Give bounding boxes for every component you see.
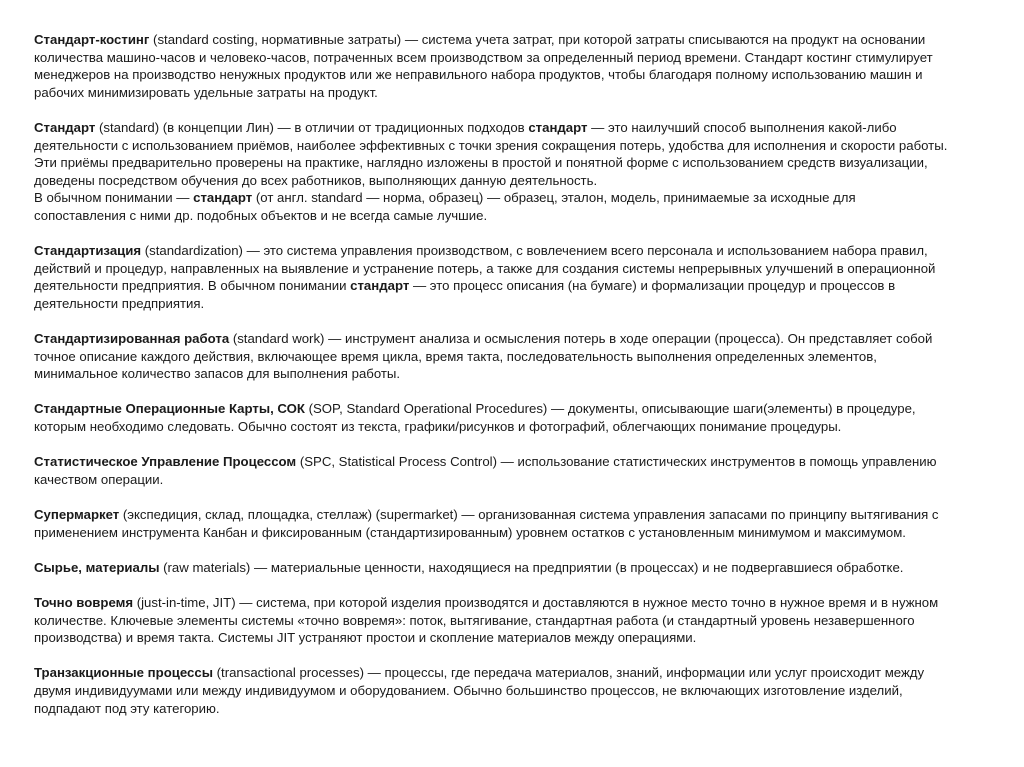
entry-line bbox=[34, 295, 994, 313]
entry-sop bbox=[34, 400, 994, 435]
entry-line bbox=[34, 682, 994, 700]
entry-line bbox=[34, 471, 994, 489]
definition-text: деятельности предприятия. В обычном понимании bbox=[34, 278, 351, 294]
entry-line bbox=[34, 506, 994, 524]
entry-line bbox=[34, 189, 994, 207]
definition-text: минимальное количество запасов для выполнения работы. bbox=[34, 366, 401, 382]
entry-standard-costing bbox=[34, 31, 994, 101]
entry-line bbox=[34, 700, 994, 718]
entry-line bbox=[34, 277, 994, 295]
entry-standard bbox=[34, 119, 994, 225]
definition-text: (transactional processes) — процессы, где передача материалов, знаний, информации или услуг происходит между bbox=[212, 665, 925, 681]
definition-text: рабочих минимизировать удельные затраты на продукт. bbox=[34, 84, 378, 100]
entry-line bbox=[34, 524, 994, 542]
definition-text: качеством операции. bbox=[34, 471, 164, 487]
entry-line bbox=[34, 49, 994, 67]
entry-line bbox=[34, 400, 994, 418]
term-text: стандарт bbox=[350, 278, 410, 294]
entry-line bbox=[34, 31, 994, 49]
definition-text: подпадают под эту категорию. bbox=[34, 700, 220, 716]
definition-text: деятельности предприятия. bbox=[34, 295, 205, 311]
entry-supermarket bbox=[34, 506, 994, 541]
definition-text: менеджеров на производство ненужных продуктов или же неправильного набора продуктов, чтобы благодаря полному использованию машин и bbox=[34, 67, 923, 83]
definition-text: действий и процедур, направленных на выявление и устранение потерь, а также для создания системы непрерывных улучшений в операционной bbox=[34, 260, 936, 276]
definition-text: (экспедиция, склад, площадка, стеллаж) (supermarket) — организованная система управления запасами по принципу вытягивания с bbox=[119, 507, 939, 523]
entry-line bbox=[34, 330, 994, 348]
entry-raw-materials bbox=[34, 559, 994, 577]
term-text: Стандартизация bbox=[34, 243, 142, 259]
definition-text: (standard work) — инструмент анализа и осмысления потерь в ходе операции (процесса). Он представляет собой bbox=[229, 331, 933, 347]
term-text: Супермаркет bbox=[34, 507, 120, 523]
term-text: Сырье, материалы bbox=[34, 559, 160, 575]
entry-line bbox=[34, 453, 994, 471]
definition-text: точное описание каждого действия, включающее время цикла, время такта, последовательность выполнения определенных элементов, bbox=[34, 348, 877, 364]
entry-line bbox=[34, 594, 994, 612]
definition-text: производства) и время такта. Системы JIT устраняют простои и скопление материалов между операциями. bbox=[34, 630, 697, 646]
entry-line bbox=[34, 260, 994, 278]
entry-line bbox=[34, 612, 994, 630]
definition-text: двумя индивидуумами или между индивидуумом и оборудованием. Обычно большинство процессов, не включающих изготовление изделий, bbox=[34, 682, 903, 698]
entry-line bbox=[34, 559, 994, 577]
term-text: Стандартизированная работа bbox=[34, 331, 230, 347]
definition-text: (от англ. standard — норма, образец) — образец, эталон, модель, принимаемые за исходные для bbox=[252, 190, 856, 206]
entry-spc bbox=[34, 453, 994, 488]
definition-text: (just-in-time, JIT) — система, при которой изделия производятся и доставляются в нужное место точно в нужное время и в нужном bbox=[133, 595, 939, 610]
entry-line bbox=[34, 664, 994, 682]
entry-line bbox=[34, 66, 994, 84]
definition-text: (standard) (в концепции Лин) — в отличии от традиционных подходов bbox=[95, 119, 529, 135]
entry-jit bbox=[34, 594, 994, 647]
entry-line bbox=[34, 154, 994, 172]
definition-text: количества машино-часов и человеко-часов, потраченных всем производством за определенный период времени. Стандарт костинг стимулирует bbox=[34, 49, 933, 65]
definition-text: деятельности с использованием приёмов, наиболее эффективных с точки зрения сокращения потерь, удобства для исполнения и скорости работы. bbox=[34, 137, 948, 153]
term-text: Статистическое Управление Процессом bbox=[34, 454, 297, 470]
entry-line bbox=[34, 242, 994, 260]
entry-transactional bbox=[34, 664, 994, 717]
definition-text: (standard costing, нормативные затраты) — система учета затрат, при которой затраты списываются на продукт на основании bbox=[149, 32, 926, 47]
term-text: стандарт bbox=[528, 119, 588, 135]
definition-text: сопоставления с ними др. подобных объектов и не всегда самые лучшие. bbox=[34, 207, 488, 223]
entry-line bbox=[34, 629, 994, 647]
definition-text: (SOP, Standard Operational Procedures) — документы, описывающие шаги(элементы) в процедуре, bbox=[304, 401, 916, 417]
definition-text: (SPC, Statistical Process Control) — использование статистических инструментов в помощь управлению bbox=[296, 454, 937, 470]
definition-text: — это процесс описания (на бумаге) и формализации процедур и процессов в bbox=[409, 278, 896, 294]
glossary-page bbox=[34, 31, 994, 735]
definition-text: доведены посредством обучения до всех работников, выполняющих данную деятельность. bbox=[34, 172, 598, 188]
definition-text: количестве. Ключевые элементы системы «точно вовремя»: поток, вытягивание, стандартная работа (и стандартный уровень незавершенного bbox=[34, 612, 915, 628]
definition-text: — это наилучший способ выполнения какой-либо bbox=[587, 119, 897, 135]
entry-line bbox=[34, 84, 994, 102]
entry-line bbox=[34, 119, 994, 137]
definition-text: Эти приёмы предварительно проверены на практике, наглядно изложены в простой и понятной форме с использованием средств визуализации, bbox=[34, 155, 928, 171]
entry-line bbox=[34, 207, 994, 225]
entry-standard-work bbox=[34, 330, 994, 383]
definition-text: применением инструмента Канбан и фиксированным (стандартизированным) уровнем остатков с установленным минимумом и максимумом. bbox=[34, 524, 906, 540]
entry-standardization bbox=[34, 242, 994, 312]
term-text: Стандарт-костинг bbox=[34, 32, 150, 47]
definition-text: которым необходимо следовать. Обычно состоят из текста, графики/рисунков и фотографий, облегчающих понимание процедуры. bbox=[34, 419, 842, 435]
entry-line bbox=[34, 137, 994, 155]
term-text: Транзакционные процессы bbox=[34, 665, 213, 681]
definition-text: В обычном понимании — bbox=[34, 190, 194, 206]
entry-line bbox=[34, 172, 994, 190]
definition-text: (standardization) — это система управления производством, с вовлечением всего персонала и использованием набора правил, bbox=[141, 243, 928, 259]
term-text: Стандартные Операционные Карты, СОК bbox=[34, 401, 305, 417]
definition-text: (raw materials) — материальные ценности, находящиеся на предприятии (в процессах) и не подвергавшиеся обработке. bbox=[159, 559, 904, 575]
entry-line bbox=[34, 418, 994, 436]
entry-line bbox=[34, 348, 994, 366]
entry-line bbox=[34, 365, 994, 383]
term-text: стандарт bbox=[193, 190, 253, 206]
term-text: Стандарт bbox=[34, 119, 96, 135]
term-text: Точно вовремя bbox=[34, 595, 134, 610]
